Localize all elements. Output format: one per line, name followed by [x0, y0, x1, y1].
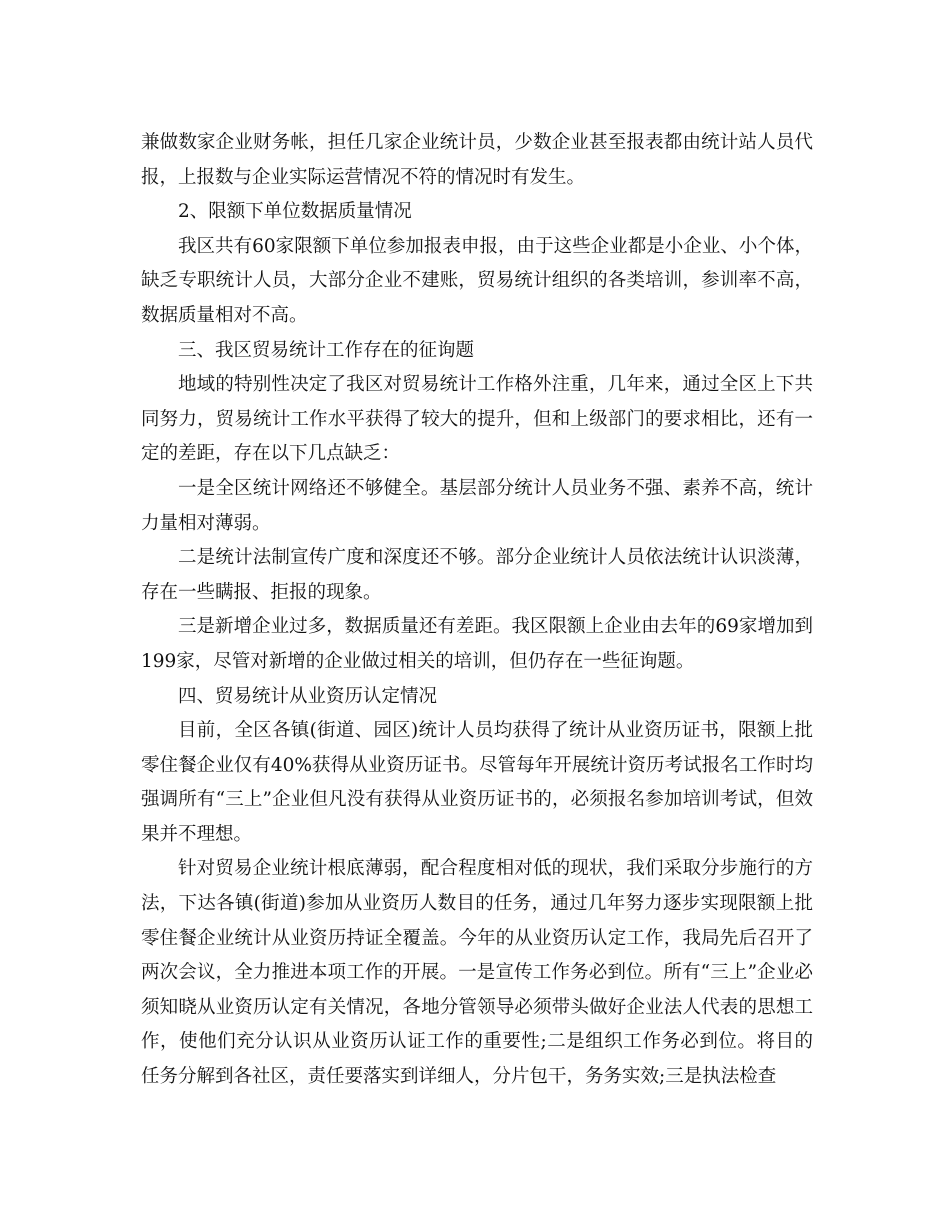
paragraph: 针对贸易企业统计根底薄弱，配合程度相对低的现状，我们采取分步施行的方法，下达各镇(街道)参加从业资历人数目的任务，通过几年努力逐步实现限额上批零住餐企业统计从业资历持证全覆盖。今年的从业资历认定工作，我局先后召开了两次会议，全力推进本项工作的开展。一是宣传工作务必到位。所有“三上”企业必须知晓从业资历认定有关情况，各地分管领导必须带头做好企业法人代表的思想工作，使他们充分认识从业资历认证工作的重要性;二是组织工作务必到位。将目的任务分解到各社区，责任要落实到详细人，分片包干，务务实效;三是执法检查 — [141, 858, 813, 1088]
section-heading-3: 三、我区贸易统计工作存在的征询题 — [178, 339, 475, 361]
paragraph: 三是新增企业过多，数据质量还有差距。我区限额上企业由去年的69家增加到199家，尽管对新增的企业做过相关的培训，但仍存在一些征询题。 — [141, 616, 813, 672]
section-heading-4: 四、贸易统计从业资历认定情况 — [178, 685, 438, 707]
paragraph: 一是全区统计网络还不够健全。基层部分统计人员业务不强、素养不高，统计力量相对薄弱。 — [141, 477, 813, 534]
document-body — [141, 126, 813, 1095]
paragraph-continued: 兼做数家企业财务帐，担任几家企业统计员，少数企业甚至报表都由统计站人员代报，上报数与企业实际运营情况不符的情况时有发生。 — [141, 132, 813, 188]
paragraph: 目前，全区各镇(街道、园区)统计人员均获得了统计从业资历证书，限额上批零住餐企业仅有40%获得从业资历证书。尽管每年开展统计资历考试报名工作时均强调所有“三上”企业但凡没有获得从业资历证书的，必须报名参加培训考试，但效果并不理想。 — [141, 720, 813, 845]
paragraph: 地域的特别性决定了我区对贸易统计工作格外注重，几年来，通过全区上下共同努力，贸易统计工作水平获得了较大的提升，但和上级部门的要求相比，还有一定的差距，存在以下几点缺乏： — [141, 374, 813, 465]
paragraph: 二是统计法制宣传广度和深度还不够。部分企业统计人员依法统计认识淡薄，存在一些瞒报、拒报的现象。 — [141, 547, 813, 603]
subheading-2: 2、限额下单位数据质量情况 — [178, 201, 412, 223]
paragraph: 我区共有60家限额下单位参加报表申报，由于这些企业都是小企业、小个体，缺乏专职统计人员，大部分企业不建账，贸易统计组织的各类培训，参训率不高，数据质量相对不高。 — [141, 235, 813, 326]
